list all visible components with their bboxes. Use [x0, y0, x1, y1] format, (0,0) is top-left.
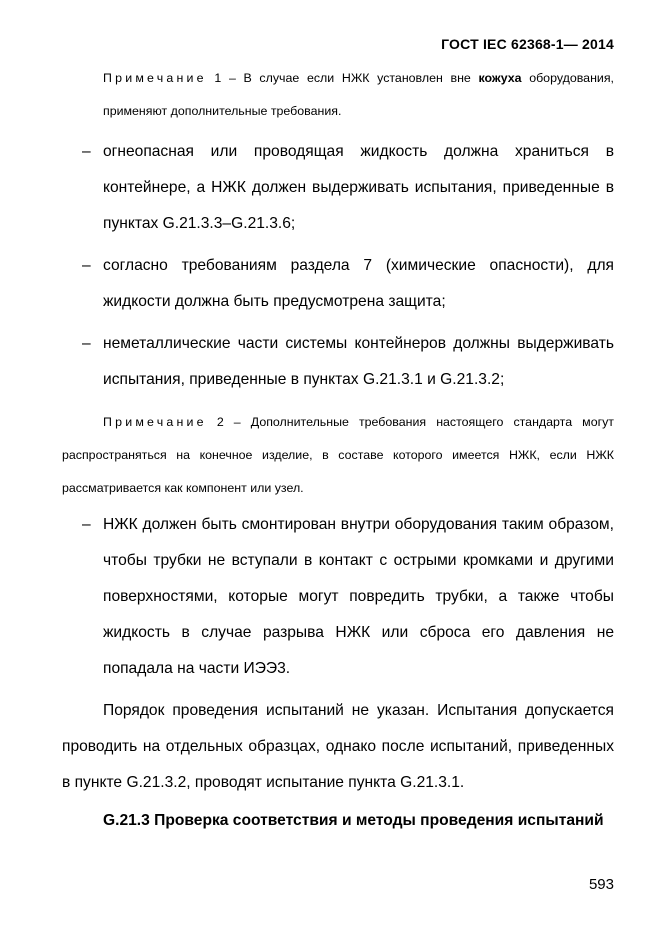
- note-1-bold-term: кожуха: [478, 71, 522, 85]
- list-dash: –: [82, 516, 91, 533]
- note-1-label: Примечание: [103, 71, 207, 85]
- requirements-list-1: [62, 134, 614, 398]
- page-number: 593: [588, 876, 614, 893]
- note-2-text: 2 – Дополнительные требования настоящего стандарта могут распространяться на конечное изделие, в составе которого имеется НЖК, если НЖК рассматривается как компонент или узел.: [62, 415, 614, 495]
- list-item-text: НЖК должен быть смонтирован внутри оборудования таким образом, чтобы трубки не вступали в контакт с острыми кромками и другими поверхностями, которые могут повредить трубки, а также чтобы жидкость в случае разрыва НЖК или сброса его давления не попадала на части ИЭЭ3.: [103, 516, 614, 677]
- section-heading: G.21.3 Проверка соответствия и методы проведения испытаний: [103, 812, 604, 829]
- list-dash: –: [82, 257, 91, 274]
- note-2: [62, 406, 614, 505]
- list-item: [62, 134, 614, 242]
- note-1-text-start: 1 – В случае если НЖК установлен вне: [206, 71, 479, 85]
- requirements-list-2: [62, 507, 614, 801]
- list-item-text: согласно требованиям раздела 7 (химические опасности), для жидкости должна быть предусмотрена защита;: [103, 257, 614, 310]
- note-1-text-end: оборудования, применяют дополнительные требования.: [103, 71, 614, 118]
- list-item: [62, 507, 614, 687]
- list-item-text: неметаллические части системы контейнеров должны выдерживать испытания, приведенные в пунктах G.21.3.1 и G.21.3.2;: [103, 335, 614, 388]
- note-1: [62, 62, 614, 128]
- document-code-header: ГОСТ IEC 62368-1— 2014: [441, 36, 614, 52]
- list-item: [62, 326, 614, 398]
- list-item-text: огнеопасная или проводящая жидкость должна храниться в контейнере, а НЖК должен выдерживать испытания, приведенные в пунктах G.21.3.3–G.21.3.6;: [103, 143, 614, 232]
- list-dash: –: [82, 143, 91, 160]
- list-dash: –: [82, 335, 91, 352]
- list-item: [62, 248, 614, 320]
- note-2-label: Примечание: [103, 415, 207, 429]
- body-paragraph: Порядок проведения испытаний не указан. Испытания допускается проводить на отдельных образцах, однако после испытаний, приведенных в пункте G.21.3.2, проводят испытание пункта G.21.3.1.: [62, 702, 614, 791]
